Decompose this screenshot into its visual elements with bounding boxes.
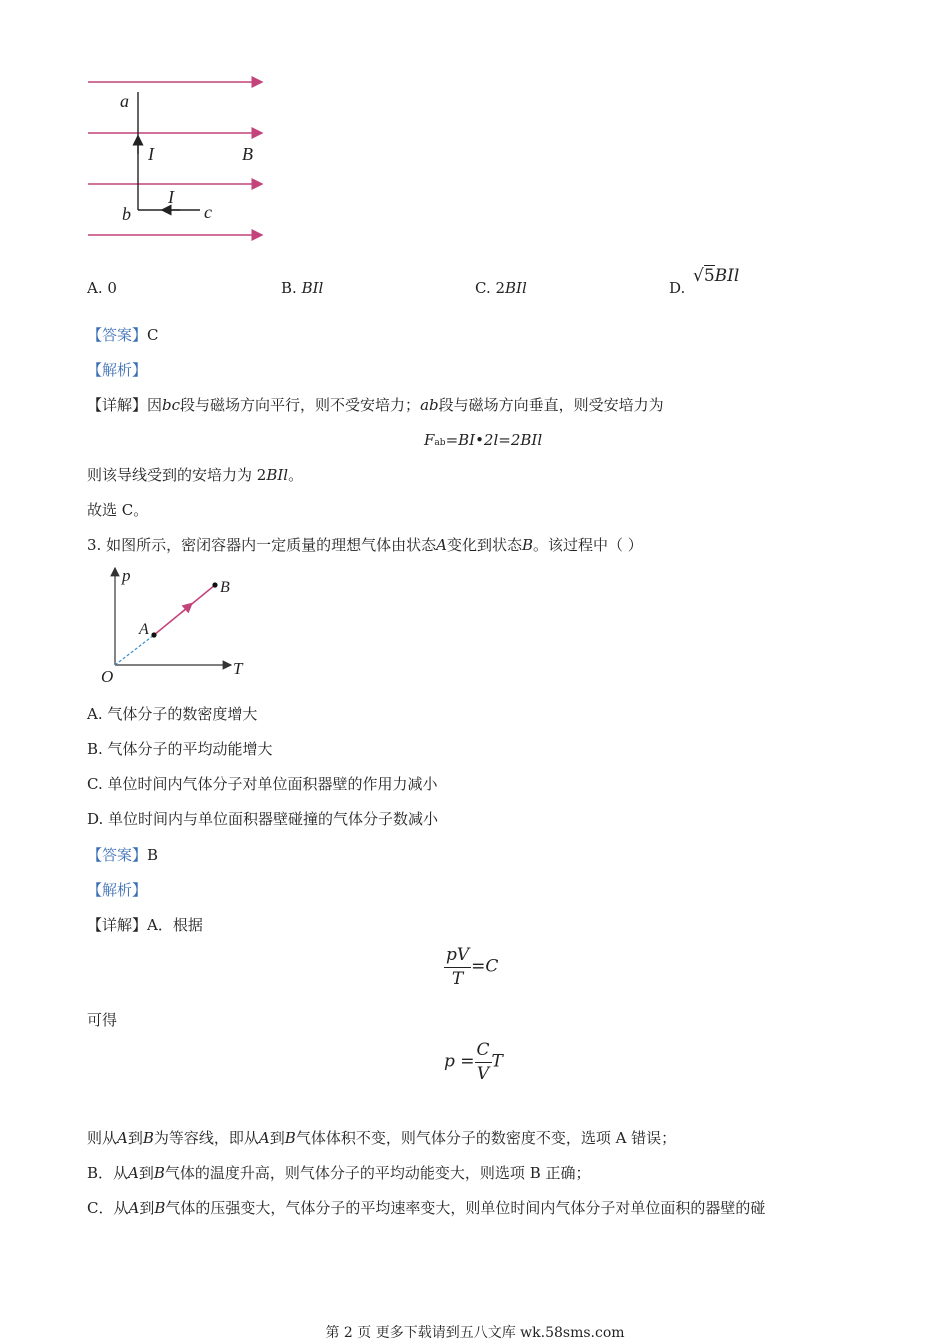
line2-text: 到 <box>138 1164 154 1182</box>
q2-option-b <box>281 279 323 297</box>
process-direction-arrow <box>181 606 189 613</box>
q3-option-a: A. 气体分子的数密度增大 <box>87 705 258 723</box>
q2-choose: 故选 C。 <box>87 501 149 519</box>
q3-option-d: D. 单位时间内与单位面积器壁碰撞的气体分子数减小 <box>87 810 439 828</box>
sqrt-sign: √ <box>693 266 704 286</box>
line2-B: B <box>153 1164 165 1182</box>
q3-option-b: B. 气体分子的平均动能增大 <box>87 740 273 758</box>
q2-option-b-expr: BIl <box>301 279 324 297</box>
answer-value: C <box>147 326 159 344</box>
denominator: V <box>476 1063 490 1084</box>
q2-option-a: A. 0 <box>87 279 117 297</box>
answer-value: B <box>147 846 159 864</box>
equation-p-CV-T <box>444 1041 503 1083</box>
q3-line-1 <box>87 1129 676 1147</box>
q3-analysis-tag: 【解析】 <box>87 881 148 899</box>
q2-analysis-tag: 【解析】 <box>87 361 148 379</box>
detail-intro: A．根据 <box>147 916 203 934</box>
equation-rhs: =C <box>471 956 499 977</box>
equation-pV-T <box>444 946 498 988</box>
p-axis-label: p <box>122 566 131 585</box>
q2-option-d-prefix: D. <box>669 279 686 297</box>
formula-F: F <box>424 431 435 449</box>
line3-text: 到 <box>139 1199 155 1217</box>
detail-text-2: 段与磁场方向平行，则不受安培力； <box>180 396 421 414</box>
line1-B: B <box>142 1129 154 1147</box>
stem-B: B <box>521 536 533 554</box>
conclusion-text-1: 则该导线受到的安培力为 2 <box>87 466 267 484</box>
line2-A: A <box>128 1164 139 1182</box>
label-c: c <box>204 202 212 222</box>
equation-rhs: T <box>491 1051 503 1072</box>
origin-label: O <box>101 667 114 686</box>
q2-option-c <box>475 279 527 297</box>
answer-tag: 【答案】 <box>87 326 148 344</box>
q3-answer-line <box>87 846 158 864</box>
detail-ab: ab <box>420 396 439 414</box>
line2-text: B．从 <box>87 1164 129 1182</box>
formula-subscript: ab <box>434 438 446 448</box>
wire-field-figure <box>80 70 280 250</box>
line2-text: 气体的温度升高，则气体分子的平均动能变大，则选项 B 正确； <box>164 1164 591 1182</box>
line1-A: A <box>117 1129 128 1147</box>
q3-line-3 <box>87 1199 765 1217</box>
equation-lhs: p = <box>444 1051 475 1072</box>
answer-tag: 【答案】 <box>87 846 148 864</box>
q2-formula <box>424 431 542 449</box>
q2-option-d-formula <box>693 266 739 286</box>
line1-text: 到 <box>269 1129 285 1147</box>
stem-text-1: 3. 如图所示，密闭容器内一定质量的理想气体由状态 <box>87 536 437 554</box>
line3-A: A <box>128 1199 140 1217</box>
pt-graph-figure <box>95 562 255 687</box>
q2-option-c-expr: BIl <box>505 279 527 297</box>
q3-option-c: C. 单位时间内气体分子对单位面积器壁的作用力减小 <box>87 775 438 793</box>
q2-answer-line <box>87 326 159 344</box>
q2-detail-line <box>87 396 664 414</box>
q3-keyide: 可得 <box>87 1011 118 1029</box>
detail-tag: 【详解】 <box>87 916 148 934</box>
formula-rest: =BI•2l=2BIl <box>445 431 543 449</box>
point-B-dot <box>212 582 217 587</box>
line3-text: 气体的压强变大，气体分子的平均速率变大，则单位时间内气体分子对单位面积的器壁的碰 <box>165 1199 766 1217</box>
line1-text: 则从 <box>87 1129 118 1147</box>
numerator: C <box>475 1041 492 1063</box>
q3-stem <box>87 536 643 554</box>
line1-text: 为等容线，即从 <box>153 1129 259 1147</box>
q2-option-b-prefix: B. <box>281 279 302 297</box>
page-footer: 第 2 页 更多下载请到五八文库 wk.58sms.com <box>325 1325 625 1341</box>
line3-B: B <box>154 1199 166 1217</box>
q2-option-d <box>669 279 685 297</box>
fraction-pV-over-T <box>444 946 471 988</box>
point-A-dot <box>151 632 156 637</box>
detail-text-1: 因 <box>147 396 163 414</box>
q2-option-d-expr: BIl <box>714 266 740 286</box>
detail-bc: bc <box>162 396 181 414</box>
label-b: b <box>122 204 131 224</box>
extension-dashed-line <box>115 635 154 665</box>
detail-text-3: 段与磁场方向垂直，则受安培力为 <box>438 396 664 414</box>
label-a: a <box>120 91 129 111</box>
line1-A: A <box>258 1129 270 1147</box>
fraction-C-over-V <box>475 1041 492 1083</box>
q2-conclusion <box>87 466 303 484</box>
line1-B: B <box>284 1129 296 1147</box>
q3-detail-line <box>87 916 203 934</box>
T-axis-label: T <box>233 659 243 678</box>
label-I-vertical: I <box>148 144 154 164</box>
conclusion-text-2: 。 <box>288 466 304 484</box>
numerator: pV <box>444 946 471 968</box>
point-A-label: A <box>139 621 149 638</box>
q2-option-c-prefix: C. 2 <box>475 279 506 297</box>
label-B-field: B <box>242 144 253 164</box>
line1-text: 到 <box>127 1129 143 1147</box>
stem-A: A <box>436 536 447 554</box>
denominator: T <box>451 968 464 989</box>
line3-text: C．从 <box>87 1199 129 1217</box>
stem-text-2: 变化到状态 <box>446 536 522 554</box>
q3-line-2 <box>87 1164 590 1182</box>
label-I-horizontal: I <box>168 187 174 207</box>
conclusion-expr: BIl <box>266 466 289 484</box>
point-B-label: B <box>220 579 230 596</box>
line1-text: 气体体积不变，则气体分子的数密度不变，选项 A 错误； <box>295 1129 677 1147</box>
detail-tag: 【详解】 <box>87 396 148 414</box>
sqrt-radicand: 5 <box>703 266 715 286</box>
stem-text-3: 。该过程中（ ） <box>532 536 643 554</box>
